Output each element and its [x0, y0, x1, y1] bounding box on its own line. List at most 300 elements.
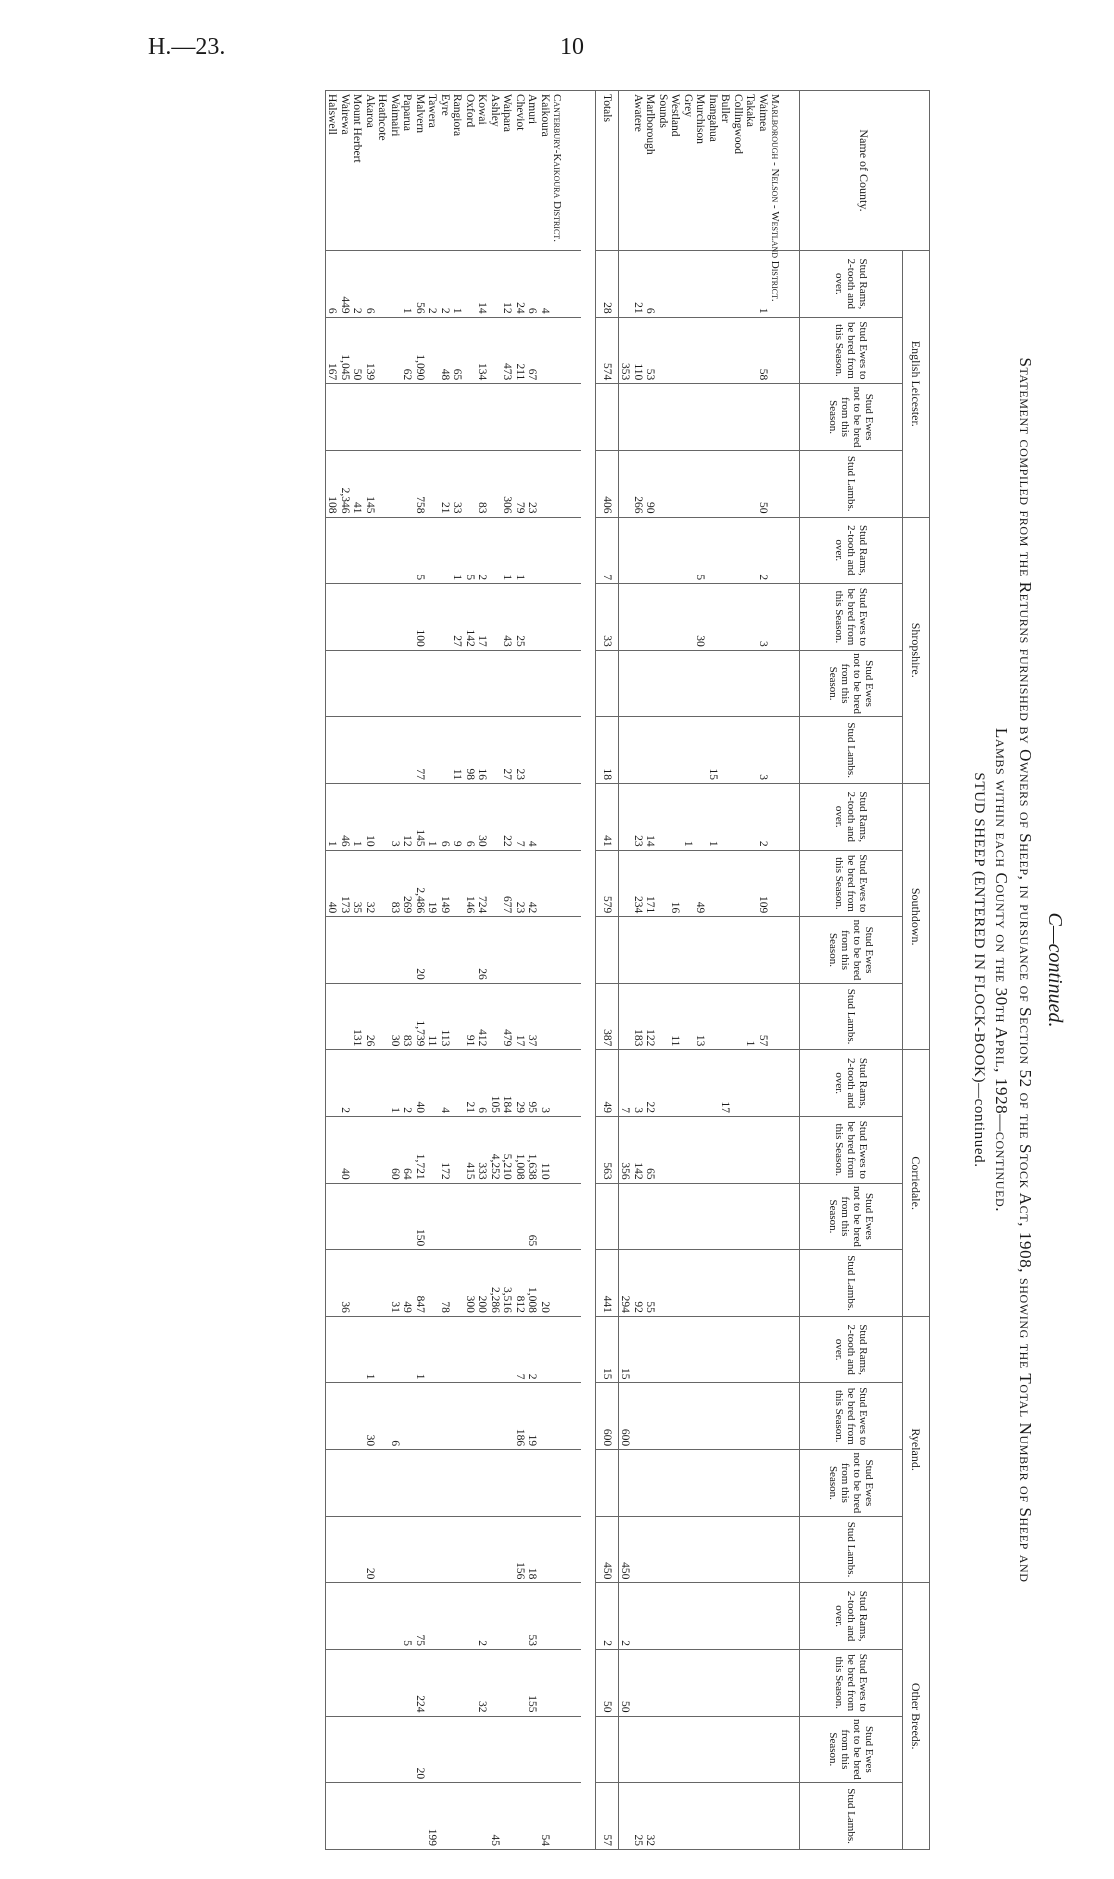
column-header: Stud Ewes to be bred from this Season. [800, 1649, 903, 1716]
table-cell [694, 317, 707, 384]
table-cell [476, 650, 489, 717]
table-cell [451, 1716, 464, 1783]
table-cell [489, 983, 502, 1050]
table-cell: 2 [476, 517, 489, 584]
table-cell: 2 [526, 1316, 539, 1383]
table-cell [551, 1716, 581, 1783]
table-cell: 6 [364, 251, 377, 318]
table-cell [339, 1383, 352, 1450]
spacer-row [581, 91, 596, 1850]
table-cell [339, 1183, 352, 1250]
table-row [619, 91, 632, 1850]
table-cell [389, 1516, 402, 1583]
table-cell: 4,252 [489, 1117, 502, 1184]
table-cell [657, 1450, 670, 1517]
breed-group-header: Corriedale. [903, 1050, 930, 1316]
table-cell [339, 1316, 352, 1383]
table-cell: 32 [644, 1783, 657, 1850]
table-cell [596, 917, 619, 984]
county-name: Takaka [744, 91, 757, 251]
table-body [326, 91, 800, 1850]
table-cell: 145 [414, 783, 427, 850]
table-cell [644, 650, 657, 717]
table-cell [657, 1583, 670, 1650]
table-cell [539, 717, 552, 784]
table-row [439, 91, 452, 1850]
table-cell [551, 1783, 581, 1850]
table-cell: 41 [351, 450, 364, 517]
table-cell [501, 1783, 514, 1850]
table-cell [389, 517, 402, 584]
table-cell [389, 584, 402, 651]
table-cell [644, 1583, 657, 1650]
page-header [0, 30, 1114, 70]
table-cell: 1,008 [526, 1250, 539, 1317]
table-cell: 724 [476, 850, 489, 917]
table-cell [744, 317, 757, 384]
table-cell [364, 584, 377, 651]
table-cell [364, 1783, 377, 1850]
table-cell [489, 1316, 502, 1383]
table-cell [489, 917, 502, 984]
table-cell [339, 1649, 352, 1716]
county-name: Collingwood [732, 91, 745, 251]
table-cell: 83 [401, 983, 414, 1050]
table-cell [501, 1583, 514, 1650]
table-row [401, 91, 414, 1850]
table-cell [351, 917, 364, 984]
county-name: Murchison [694, 91, 707, 251]
table-cell: 1 [414, 1316, 427, 1383]
table-cell [364, 517, 377, 584]
table-cell: 2 [401, 1050, 414, 1117]
table-cell [389, 1183, 402, 1250]
table-cell [732, 650, 745, 717]
table-cell: 30 [389, 983, 402, 1050]
table-cell [644, 1183, 657, 1250]
table-cell [694, 1583, 707, 1650]
table-cell: 200 [476, 1250, 489, 1317]
table-cell [744, 384, 757, 451]
table-cell [476, 384, 489, 451]
table-cell: 172 [439, 1117, 452, 1184]
table-cell: 12 [501, 251, 514, 318]
table-cell [376, 650, 389, 717]
table-cell [326, 584, 339, 651]
table-cell: 7 [596, 517, 619, 584]
table-cell [401, 517, 414, 584]
table-cell [644, 1649, 657, 1716]
table-cell [426, 1450, 439, 1517]
table-cell [401, 650, 414, 717]
table-cell [389, 1450, 402, 1517]
table-cell: 49 [401, 1250, 414, 1317]
table-cell: 27 [501, 717, 514, 784]
table-cell [632, 1383, 645, 1450]
table-cell: 30 [476, 783, 489, 850]
table-cell [657, 1183, 670, 1250]
table-cell [757, 1583, 770, 1650]
table-cell: 53 [526, 1583, 539, 1650]
table-cell [769, 384, 800, 451]
table-cell [694, 1716, 707, 1783]
table-cell [657, 650, 670, 717]
table-cell [501, 650, 514, 717]
table-cell [401, 917, 414, 984]
table-row [669, 91, 682, 1850]
table-cell [451, 1516, 464, 1583]
table-cell: 54 [539, 1783, 552, 1850]
table-cell [476, 1783, 489, 1850]
table-cell [551, 1649, 581, 1716]
table-cell [732, 917, 745, 984]
table-cell: 5 [401, 1583, 414, 1650]
table-row [451, 91, 464, 1850]
table-cell [596, 1183, 619, 1250]
table-cell [744, 1183, 757, 1250]
table-cell [682, 1316, 695, 1383]
table-cell [426, 1183, 439, 1250]
table-cell [489, 450, 502, 517]
county-name: Rangiora [451, 91, 464, 251]
table-cell [439, 1716, 452, 1783]
table-cell [644, 1383, 657, 1450]
county-name: Waimairi [389, 91, 402, 251]
table-cell [719, 1316, 732, 1383]
table-cell: 79 [514, 450, 527, 517]
table-cell [426, 1316, 439, 1383]
table-cell [682, 650, 695, 717]
table-cell [682, 917, 695, 984]
table-cell [644, 1450, 657, 1517]
table-cell: 19 [526, 1383, 539, 1450]
table-cell [619, 650, 632, 717]
table-cell: 155 [526, 1649, 539, 1716]
table-cell [501, 1450, 514, 1517]
district-title: Canterbury-Kaikoura District. [551, 91, 581, 251]
table-cell [489, 517, 502, 584]
table-cell [619, 450, 632, 517]
table-cell [682, 1183, 695, 1250]
table-cell [439, 584, 452, 651]
table-cell [732, 1117, 745, 1184]
table-row [707, 91, 720, 1850]
table-cell [769, 1316, 800, 1383]
table-cell: 110 [539, 1117, 552, 1184]
table-cell: 450 [596, 1516, 619, 1583]
table-cell [744, 450, 757, 517]
table-cell: 7 [619, 1050, 632, 1117]
table-cell: 40 [326, 850, 339, 917]
table-cell: 105 [489, 1050, 502, 1117]
column-header: Stud Ewes not to be bred from this Season. [800, 650, 903, 717]
table-cell [351, 1183, 364, 1250]
table-row [682, 91, 695, 1850]
table-cell [732, 251, 745, 318]
table-cell [657, 850, 670, 917]
table-cell [364, 1250, 377, 1317]
table-cell [757, 1117, 770, 1184]
table-cell: 41 [596, 783, 619, 850]
table-cell [551, 850, 581, 917]
column-header-row [800, 91, 903, 1850]
table-cell [526, 584, 539, 651]
table-cell: 2,346 [339, 450, 352, 517]
table-cell [619, 783, 632, 850]
table-cell [632, 1450, 645, 1517]
table-cell: 7 [514, 1316, 527, 1383]
column-header: Stud Lambs. [800, 1783, 903, 1850]
table-cell [339, 1716, 352, 1783]
table-cell [426, 1117, 439, 1184]
table-cell [526, 1783, 539, 1850]
table-cell [657, 384, 670, 451]
table-cell [669, 1516, 682, 1583]
column-header: Stud Ewes not to be bred from this Season. [800, 1716, 903, 1783]
table-cell [451, 1050, 464, 1117]
table-cell: 40 [339, 1117, 352, 1184]
table-cell [364, 717, 377, 784]
table-cell: 19 [426, 850, 439, 917]
table-cell [551, 1117, 581, 1184]
table-cell [632, 717, 645, 784]
table-row [514, 91, 527, 1850]
table-cell [464, 450, 477, 517]
table-cell: 58 [757, 317, 770, 384]
table-cell: 183 [632, 983, 645, 1050]
table-cell: 3,516 [501, 1250, 514, 1317]
table-cell [339, 1516, 352, 1583]
table-cell: 441 [596, 1250, 619, 1317]
table-cell [351, 1583, 364, 1650]
table-cell [364, 1716, 377, 1783]
table-cell [526, 517, 539, 584]
table-cell [669, 1583, 682, 1650]
table-cell [339, 983, 352, 1050]
table-cell [364, 384, 377, 451]
table-cell [439, 1316, 452, 1383]
table-row [539, 91, 552, 1850]
table-cell: 5 [464, 517, 477, 584]
table-cell [719, 384, 732, 451]
table-cell: 3 [632, 1050, 645, 1117]
table-cell [551, 1383, 581, 1450]
table-cell [514, 650, 527, 717]
table-cell [526, 717, 539, 784]
table-cell: 20 [539, 1250, 552, 1317]
table-cell [351, 1250, 364, 1317]
table-cell [376, 1050, 389, 1117]
table-cell [669, 317, 682, 384]
table-cell [719, 584, 732, 651]
table-cell [351, 1450, 364, 1517]
table-cell [401, 1383, 414, 1450]
table-cell [514, 1450, 527, 1517]
table-cell: 3 [389, 783, 402, 850]
district-header-row [551, 91, 581, 1850]
table-cell: 77 [414, 717, 427, 784]
table-cell: 42 [526, 850, 539, 917]
table-cell [719, 1117, 732, 1184]
county-name: Wairewa [339, 91, 352, 251]
table-cell [732, 1250, 745, 1317]
table-cell: 473 [501, 317, 514, 384]
table-cell [682, 1649, 695, 1716]
table-cell [707, 650, 720, 717]
table-cell [744, 917, 757, 984]
table-cell: 579 [596, 850, 619, 917]
table-cell [632, 1183, 645, 1250]
table-cell: 15 [619, 1316, 632, 1383]
table-cell [707, 850, 720, 917]
table-cell [464, 384, 477, 451]
table-cell [439, 1583, 452, 1650]
table-cell [426, 717, 439, 784]
table-cell [426, 1250, 439, 1317]
column-header: Stud Rams, 2-tooth and over. [800, 1316, 903, 1383]
table-cell [757, 384, 770, 451]
table-cell [707, 517, 720, 584]
table-cell [501, 1649, 514, 1716]
table-cell [539, 1649, 552, 1716]
table-cell [596, 650, 619, 717]
table-cell [769, 1516, 800, 1583]
table-cell: 1,090 [414, 317, 427, 384]
table-cell: 758 [414, 450, 427, 517]
table-cell [389, 317, 402, 384]
table-cell [464, 251, 477, 318]
table-cell [757, 917, 770, 984]
table-cell: 22 [644, 1050, 657, 1117]
table-cell [596, 384, 619, 451]
table-cell [669, 251, 682, 318]
table-cell: 266 [632, 450, 645, 517]
table-cell [414, 650, 427, 717]
table-cell: 149 [439, 850, 452, 917]
table-cell [632, 917, 645, 984]
table-cell: 56 [414, 251, 427, 318]
table-cell [439, 384, 452, 451]
column-header: Stud Ewes to be bred from this Season. [800, 1117, 903, 1184]
table-cell [769, 650, 800, 717]
table-cell: 2 [757, 517, 770, 584]
table-cell: 33 [451, 450, 464, 517]
table-cell [707, 1516, 720, 1583]
table-cell: 2 [596, 1583, 619, 1650]
table-row [376, 91, 389, 1850]
district-title: Marlborough - Nelson - Westland District. [769, 91, 800, 251]
table-cell [351, 1516, 364, 1583]
breed-group-header: Other Breeds. [903, 1583, 930, 1850]
table-cell [719, 917, 732, 984]
table-cell: 677 [501, 850, 514, 917]
table-cell [719, 317, 732, 384]
table-cell [351, 1783, 364, 1850]
table-cell [426, 384, 439, 451]
table-cell [682, 450, 695, 517]
table-cell: 83 [389, 850, 402, 917]
table-cell: 122 [644, 983, 657, 1050]
page-number: 10 [560, 34, 584, 60]
table-cell [464, 1383, 477, 1450]
table-cell [401, 450, 414, 517]
table-cell [476, 1183, 489, 1250]
table-cell [657, 1316, 670, 1383]
table-cell: 50 [351, 317, 364, 384]
table-cell: 1,045 [339, 317, 352, 384]
table-cell: 17 [514, 983, 527, 1050]
table-cell: 27 [451, 584, 464, 651]
table-cell [514, 1183, 527, 1250]
table-cell [551, 1183, 581, 1250]
table-cell: 35 [351, 850, 364, 917]
table-cell [694, 1450, 707, 1517]
table-cell [694, 1649, 707, 1716]
table-cell [632, 1716, 645, 1783]
table-cell [476, 1383, 489, 1450]
table-cell [426, 1383, 439, 1450]
table-cell [426, 584, 439, 651]
table-cell [707, 1250, 720, 1317]
table-cell [694, 1183, 707, 1250]
continued-label: C—continued. [1044, 912, 1066, 1028]
table-cell [364, 917, 377, 984]
table-cell [426, 317, 439, 384]
table-cell: 406 [596, 450, 619, 517]
table-cell [719, 983, 732, 1050]
table-cell [744, 1583, 757, 1650]
table-cell [669, 1649, 682, 1716]
table-cell [719, 850, 732, 917]
table-cell [744, 1250, 757, 1317]
statement-title-line-2: Lambs within each County on the 30th April, 1928—continued. [992, 727, 1011, 1213]
table-cell [339, 1450, 352, 1517]
table-cell [719, 1250, 732, 1317]
table-cell: 31 [389, 1250, 402, 1317]
table-cell [669, 450, 682, 517]
table-cell [619, 1183, 632, 1250]
table-cell [744, 517, 757, 584]
table-cell: 57 [596, 1783, 619, 1850]
table-cell [657, 1649, 670, 1716]
table-cell [596, 1716, 619, 1783]
table-cell: 7 [514, 783, 527, 850]
table-cell: 14 [644, 783, 657, 850]
table-cell [489, 584, 502, 651]
table-cell [694, 1383, 707, 1450]
table-cell [514, 1716, 527, 1783]
county-name: Akaroa [364, 91, 377, 251]
table-cell [632, 1583, 645, 1650]
table-cell: 563 [596, 1117, 619, 1184]
table-cell [732, 1783, 745, 1850]
table-cell [376, 1649, 389, 1716]
table-cell: 156 [514, 1516, 527, 1583]
table-cell [769, 1649, 800, 1716]
table-cell [719, 1716, 732, 1783]
table-cell: 108 [326, 450, 339, 517]
table-cell: 131 [351, 983, 364, 1050]
table-cell [732, 1316, 745, 1383]
table-cell [732, 850, 745, 917]
table-cell: 55 [644, 1250, 657, 1317]
table-cell [744, 1516, 757, 1583]
table-cell [426, 517, 439, 584]
table-cell [439, 1183, 452, 1250]
table-cell [389, 1783, 402, 1850]
table-cell [326, 1383, 339, 1450]
table-cell: 32 [364, 850, 377, 917]
